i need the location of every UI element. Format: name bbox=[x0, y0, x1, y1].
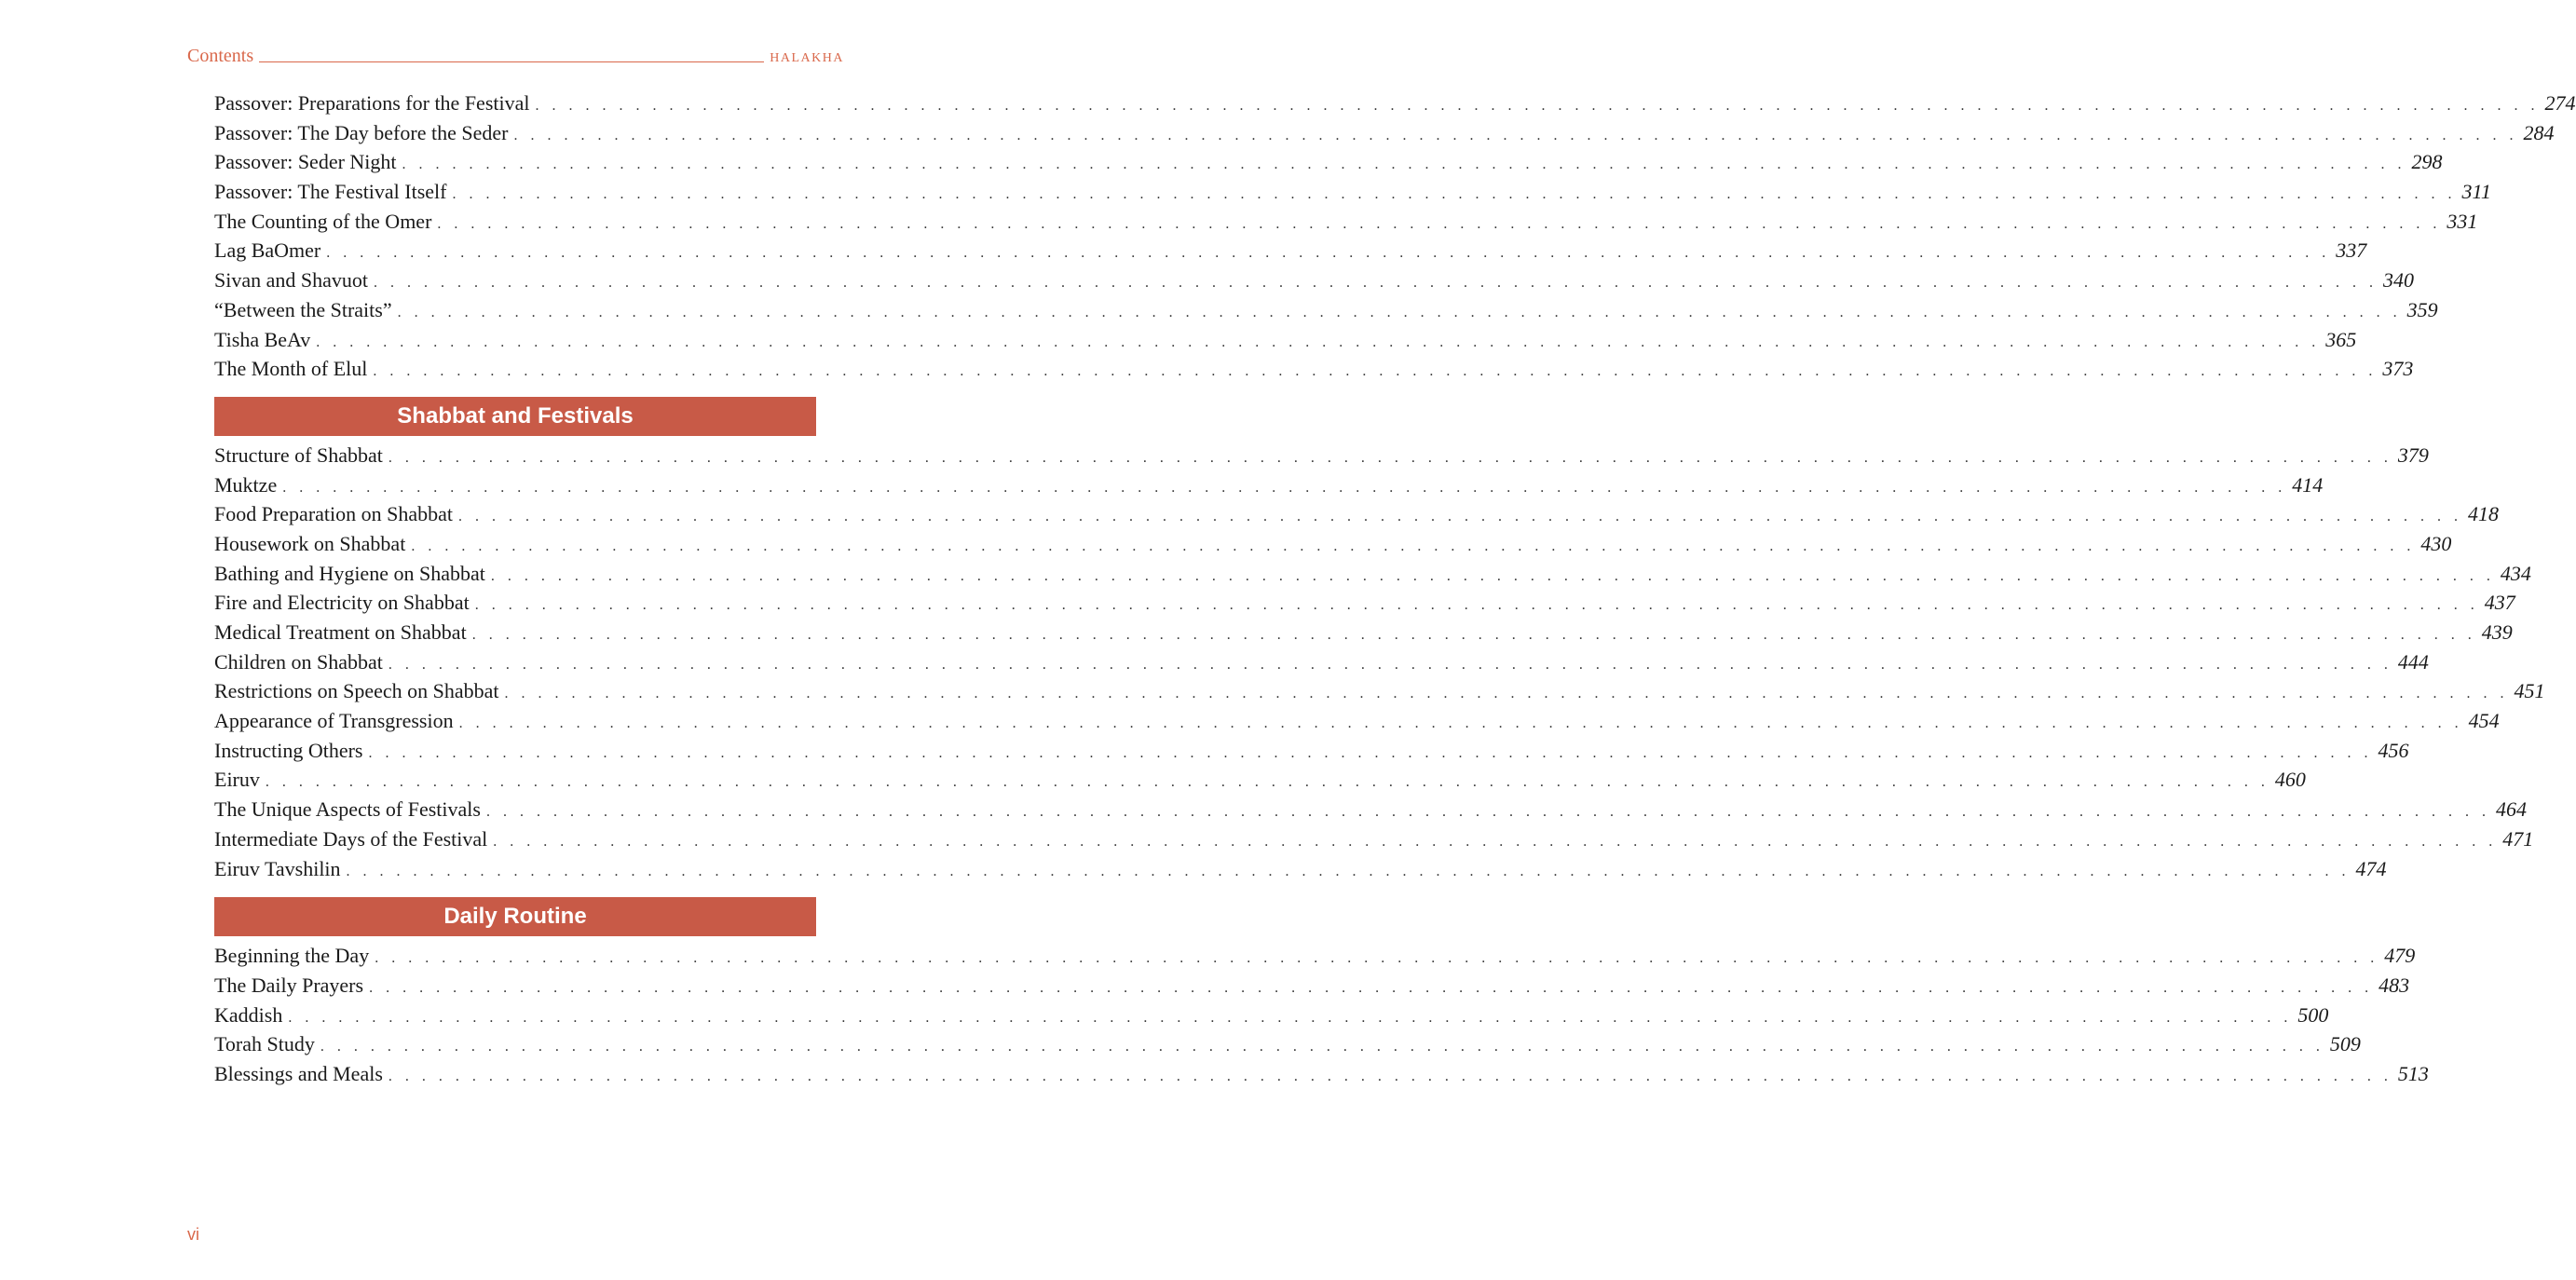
entry-title: Lag BaOmer bbox=[214, 238, 321, 263]
toc-entry[interactable] bbox=[214, 1032, 2361, 1062]
dot-leader: . . . . . . . . . . . . . . . . . . . . . . . . . . . . . . . . . . . . . . . . . . . . . . . . . . . . . . . . . . . . . . . . . . . . . . . . . . . . . . . . . . . . . . . . . . . . . . . . . . . . . . . . . . . . . . . . . . . . . . . . bbox=[316, 334, 2321, 350]
entry-page-number: 439 bbox=[2481, 620, 2513, 644]
entry-page-number: 456 bbox=[2378, 738, 2409, 762]
toc-entry[interactable] bbox=[214, 679, 2545, 709]
entry-title: The Month of Elul bbox=[214, 357, 368, 381]
toc-entry[interactable] bbox=[214, 768, 2306, 797]
entry-title: Torah Study bbox=[214, 1032, 315, 1056]
toc-entry[interactable] bbox=[214, 357, 2414, 387]
toc-entry[interactable] bbox=[214, 268, 2414, 298]
toc-entry[interactable] bbox=[214, 561, 2531, 592]
entry-page-number: 471 bbox=[2502, 826, 2534, 851]
entry-page-number: 414 bbox=[2292, 472, 2324, 497]
entry-page-number: 430 bbox=[2420, 531, 2452, 555]
toc-entry[interactable] bbox=[214, 180, 2491, 210]
toc-entry[interactable] bbox=[214, 709, 2500, 739]
dot-leader: . . . . . . . . . . . . . . . . . . . . . . . . . . . . . . . . . . . . . . . . . . . . . . . . . . . . . . . . . . . . . . . . . . . . . . . . . . . . . . . . . . . . . . . . . . . . . . . . . . . . . . . . . . . . . . . . . . . . . . . . bbox=[326, 245, 2331, 262]
dot-leader: . . . . . . . . . . . . . . . . . . . . . . . . . . . . . . . . . . . . . . . . . . . . . . . . . . . . . . . . . . . . . . . . . . . . . . . . . . . . . . . . . . . . . . . . . . . . . . . . . . . . . . . . . . . . . . . . . . . . . . . . bbox=[374, 275, 2378, 292]
entry-title: Beginning the Day bbox=[214, 944, 370, 968]
header-section-title: Contents bbox=[187, 46, 254, 66]
toc-entry[interactable] bbox=[214, 91, 2576, 121]
entry-page-number: 434 bbox=[2500, 561, 2531, 585]
entry-title: Restrictions on Speech on Shabbat bbox=[214, 679, 499, 703]
toc-entry[interactable] bbox=[214, 797, 2527, 827]
toc-entry[interactable] bbox=[214, 120, 2555, 151]
entry-page-number: 451 bbox=[2514, 679, 2545, 703]
toc-entry[interactable] bbox=[214, 443, 2429, 473]
entry-title: The Unique Aspects of Festivals bbox=[214, 797, 481, 822]
entry-title: Fire and Electricity on Shabbat bbox=[214, 591, 470, 615]
entry-page-number: 444 bbox=[2397, 649, 2429, 674]
entry-title: Kaddish bbox=[214, 1002, 283, 1027]
entry-title: “Between the Straits” bbox=[214, 297, 392, 321]
page-number: vi bbox=[187, 1225, 199, 1244]
dot-leader: . . . . . . . . . . . . . . . . . . . . . . . . . . . . . . . . . . . . . . . . . . . . . . . . . . . . . . . . . . . . . . . . . . . . . . . . . . . . . . . . . . . . . . . . . . . . . . . . . . . . . . . . . . . . . . . . . . . . . . . . bbox=[388, 1068, 2392, 1084]
entry-page-number: 418 bbox=[2468, 502, 2500, 526]
entry-page-number: 365 bbox=[2325, 327, 2357, 351]
toc-entry[interactable] bbox=[214, 238, 2367, 268]
dot-leader: . . . . . . . . . . . . . . . . . . . . . . . . . . . . . . . . . . . . . . . . . . . . . . . . . . . . . . . . . . . . . . . . . . . . . . . . . . . . . . . . . . . . . . . . . . . . . . . . . . . . . . . . . . . . . . . . . . . . . . . . bbox=[397, 304, 2402, 320]
entry-title: Passover: The Day before the Seder bbox=[214, 120, 509, 144]
entry-page-number: 483 bbox=[2378, 973, 2410, 997]
toc-entry[interactable] bbox=[214, 531, 2452, 562]
toc-entry[interactable] bbox=[214, 738, 2409, 769]
entry-page-number: 460 bbox=[2274, 768, 2306, 792]
toc-entry[interactable] bbox=[214, 1061, 2429, 1092]
entry-page-number: 298 bbox=[2411, 150, 2443, 174]
dot-leader: . . . . . . . . . . . . . . . . . . . . . . . . . . . . . . . . . . . . . . . . . . . . . . . . . . . . . . . . . . . . . . . . . . . . . . . . . . . . . . . . . . . . . . . . . . . . . . . . . . . . . . . . . . . . . . . . . . . . . . . . bbox=[288, 1009, 2293, 1026]
toc-entry[interactable] bbox=[214, 649, 2429, 680]
entry-title: Passover: Preparations for the Festival bbox=[214, 91, 530, 115]
toc-entry[interactable] bbox=[214, 973, 2410, 1003]
dot-leader: . . . . . . . . . . . . . . . . . . . . . . . . . . . . . . . . . . . . . . . . . . . . . . . . . . . . . . . . . . . . . . . . . . . . . . . . . . . . . . . . . . . . . . . . . . . . . . . . . . . . . . . . . . . . . . . . . . . . . . . . bbox=[265, 774, 2269, 791]
dot-leader: . . . . . . . . . . . . . . . . . . . . . . . . . . . . . . . . . . . . . . . . . . . . . . . . . . . . . . . . . . . . . . . . . . . . . . . . . . . . . . . . . . . . . . . . . . . . . . . . . . . . . . . . . . . . . . . . . . . . . . . . bbox=[504, 686, 2509, 702]
entry-page-number: 331 bbox=[2447, 209, 2478, 233]
toc-entry[interactable] bbox=[214, 150, 2443, 180]
entry-page-number: 359 bbox=[2406, 297, 2438, 321]
toc-entry[interactable] bbox=[214, 944, 2416, 974]
toc-entry[interactable] bbox=[214, 620, 2513, 650]
dot-leader: . . . . . . . . . . . . . . . . . . . . . . . . . . . . . . . . . . . . . . . . . . . . . . . . . . . . . . . . . . . . . . . . . . . . . . . . . . . . . . . . . . . . . . . . . . . . . . . . . . . . . . . . . . . . . . . . . . . . . . . . bbox=[388, 449, 2392, 466]
entry-page-number: 340 bbox=[2383, 268, 2414, 293]
dot-leader: . . . . . . . . . . . . . . . . . . . . . . . . . . . . . . . . . . . . . . . . . . . . . . . . . . . . . . . . . . . . . . . . . . . . . . . . . . . . . . . . . . . . . . . . . . . . . . . . . . . . . . . . . . . . . . . . . . . . . . . . bbox=[513, 127, 2518, 143]
dot-leader: . . . . . . . . . . . . . . . . . . . . . . . . . . . . . . . . . . . . . . . . . . . . . . . . . . . . . . . . . . . . . . . . . . . . . . . . . . . . . . . . . . . . . . . . . . . . . . . . . . . . . . . . . . . . . . . . . . . . . . . . bbox=[346, 863, 2351, 879]
section-heading: Daily Routine bbox=[214, 897, 816, 936]
dot-leader: . . . . . . . . . . . . . . . . . . . . . . . . . . . . . . . . . . . . . . . . . . . . . . . . . . . . . . . . . . . . . . . . . . . . . . . . . . . . . . . . . . . . . . . . . . . . . . . . . . . . . . . . . . . . . . . . . . . . . . . . bbox=[369, 979, 2374, 996]
entry-title: Muktze bbox=[214, 472, 278, 497]
dot-leader: . . . . . . . . . . . . . . . . . . . . . . . . . . . . . . . . . . . . . . . . . . . . . . . . . . . . . . . . . . . . . . . . . . . . . . . . . . . . . . . . . . . . . . . . . . . . . . . . . . . . . . . . . . . . . . . . . . . . . . . . bbox=[282, 479, 2287, 496]
entry-page-number: 509 bbox=[2329, 1032, 2361, 1056]
dot-leader: . . . . . . . . . . . . . . . . . . . . . . . . . . . . . . . . . . . . . . . . . . . . . . . . . . . . . . . . . . . . . . . . . . . . . . . . . . . . . . . . . . . . . . . . . . . . . . . . . . . . . . . . . . . . . . . . . . . . . . . . bbox=[485, 804, 2490, 821]
entry-title: Housework on Shabbat bbox=[214, 531, 406, 555]
entry-title: Food Preparation on Shabbat bbox=[214, 502, 454, 526]
toc-entry[interactable] bbox=[214, 591, 2515, 620]
dot-leader: . . . . . . . . . . . . . . . . . . . . . . . . . . . . . . . . . . . . . . . . . . . . . . . . . . . . . . . . . . . . . . . . . . . . . . . . . . . . . . . . . . . . . . . . . . . . . . . . . . . . . . . . . . . . . . . . . . . . . . . . bbox=[388, 656, 2392, 673]
entry-page-number: 513 bbox=[2397, 1061, 2429, 1085]
entry-page-number: 284 bbox=[2523, 120, 2555, 144]
entry-title: Appearance of Transgression bbox=[214, 709, 454, 733]
entry-title: The Counting of the Omer bbox=[214, 209, 432, 233]
dot-leader: . . . . . . . . . . . . . . . . . . . . . . . . . . . . . . . . . . . . . . . . . . . . . . . . . . . . . . . . . . . . . . . . . . . . . . . . . . . . . . . . . . . . . . . . . . . . . . . . . . . . . . . . . . . . . . . . . . . . . . . . bbox=[493, 833, 2498, 850]
entry-page-number: 274 bbox=[2544, 91, 2576, 115]
toc-entry[interactable] bbox=[214, 1002, 2329, 1033]
entry-title: Intermediate Days of the Festival bbox=[214, 826, 488, 851]
entry-title: Instructing Others bbox=[214, 738, 363, 762]
entry-title: Medical Treatment on Shabbat bbox=[214, 620, 467, 644]
dot-leader: . . . . . . . . . . . . . . . . . . . . . . . . . . . . . . . . . . . . . . . . . . . . . . . . . . . . . . . . . . . . . . . . . . . . . . . . . . . . . . . . . . . . . . . . . . . . . . . . . . . . . . . . . . . . . . . . . . . . . . . . bbox=[452, 186, 2457, 203]
entry-page-number: 337 bbox=[2336, 238, 2367, 263]
dot-leader: . . . . . . . . . . . . . . . . . . . . . . . . . . . . . . . . . . . . . . . . . . . . . . . . . . . . . . . . . . . . . . . . . . . . . . . . . . . . . . . . . . . . . . . . . . . . . . . . . . . . . . . . . . . . . . . . . . . . . . . . bbox=[375, 950, 2379, 967]
dot-leader: . . . . . . . . . . . . . . . . . . . . . . . . . . . . . . . . . . . . . . . . . . . . . . . . . . . . . . . . . . . . . . . . . . . . . . . . . . . . . . . . . . . . . . . . . . . . . . . . . . . . . . . . . . . . . . . . . . . . . . . . bbox=[411, 538, 2416, 554]
dot-leader: . . . . . . . . . . . . . . . . . . . . . . . . . . . . . . . . . . . . . . . . . . . . . . . . . . . . . . . . . . . . . . . . . . . . . . . . . . . . . . . . . . . . . . . . . . . . . . . . . . . . . . . . . . . . . . . . . . . . . . . . bbox=[437, 215, 2442, 232]
dot-leader: . . . . . . . . . . . . . . . . . . . . . . . . . . . . . . . . . . . . . . . . . . . . . . . . . . . . . . . . . . . . . . . . . . . . . . . . . . . . . . . . . . . . . . . . . . . . . . . . . . . . . . . . . . . . . . . . . . . . . . . . bbox=[402, 157, 2406, 173]
dot-leader: . . . . . . . . . . . . . . . . . . . . . . . . . . . . . . . . . . . . . . . . . . . . . . . . . . . . . . . . . . . . . . . . . . . . . . . . . . . . . . . . . . . . . . . . . . . . . . . . . . . . . . . . . . . . . . . . . . . . . . . . bbox=[474, 597, 2479, 614]
dot-leader: . . . . . . . . . . . . . . . . . . . . . . . . . . . . . . . . . . . . . . . . . . . . . . . . . . . . . . . . . . . . . . . . . . . . . . . . . . . . . . . . . . . . . . . . . . . . . . . . . . . . . . . . . . . . . . . . . . . . . . . . bbox=[535, 98, 2540, 114]
entry-title: Passover: The Festival Itself bbox=[214, 180, 447, 204]
dot-leader: . . . . . . . . . . . . . . . . . . . . . . . . . . . . . . . . . . . . . . . . . . . . . . . . . . . . . . . . . . . . . . . . . . . . . . . . . . . . . . . . . . . . . . . . . . . . . . . . . . . . . . . . . . . . . . . . . . . . . . . . bbox=[373, 363, 2378, 380]
toc-entry[interactable] bbox=[214, 856, 2387, 887]
toc-entry[interactable] bbox=[214, 209, 2478, 239]
dot-leader: . . . . . . . . . . . . . . . . . . . . . . . . . . . . . . . . . . . . . . . . . . . . . . . . . . . . . . . . . . . . . . . . . . . . . . . . . . . . . . . . . . . . . . . . . . . . . . . . . . . . . . . . . . . . . . . . . . . . . . . . bbox=[471, 627, 2476, 643]
header-book-title: HALAKHA bbox=[770, 51, 844, 65]
entry-title: Blessings and Meals bbox=[214, 1061, 383, 1085]
entry-page-number: 373 bbox=[2382, 357, 2414, 381]
dot-leader: . . . . . . . . . . . . . . . . . . . . . . . . . . . . . . . . . . . . . . . . . . . . . . . . . . . . . . . . . . . . . . . . . . . . . . . . . . . . . . . . . . . . . . . . . . . . . . . . . . . . . . . . . . . . . . . . . . . . . . . . bbox=[368, 744, 2373, 761]
header-rule bbox=[259, 61, 764, 62]
entry-page-number: 474 bbox=[2355, 856, 2387, 880]
dot-leader: . . . . . . . . . . . . . . . . . . . . . . . . . . . . . . . . . . . . . . . . . . . . . . . . . . . . . . . . . . . . . . . . . . . . . . . . . . . . . . . . . . . . . . . . . . . . . . . . . . . . . . . . . . . . . . . . . . . . . . . . bbox=[458, 715, 2463, 732]
entry-title: Structure of Shabbat bbox=[214, 443, 383, 467]
entry-page-number: 437 bbox=[2484, 591, 2515, 615]
toc-entry[interactable] bbox=[214, 502, 2500, 532]
dot-leader: . . . . . . . . . . . . . . . . . . . . . . . . . . . . . . . . . . . . . . . . . . . . . . . . . . . . . . . . . . . . . . . . . . . . . . . . . . . . . . . . . . . . . . . . . . . . . . . . . . . . . . . . . . . . . . . . . . . . . . . . bbox=[490, 567, 2495, 584]
entry-page-number: 311 bbox=[2461, 180, 2491, 204]
entry-title: Sivan and Shavuot bbox=[214, 268, 368, 293]
running-header bbox=[187, 43, 844, 65]
entry-page-number: 479 bbox=[2384, 944, 2416, 968]
table-of-contents bbox=[214, 91, 2576, 1092]
toc-entry[interactable] bbox=[214, 826, 2534, 857]
entry-title: Eiruv bbox=[214, 768, 260, 792]
toc-entry[interactable] bbox=[214, 327, 2357, 358]
entry-page-number: 500 bbox=[2297, 1002, 2329, 1027]
entry-page-number: 454 bbox=[2468, 709, 2500, 733]
entry-title: Tisha BeAv bbox=[214, 327, 311, 351]
entry-page-number: 464 bbox=[2495, 797, 2527, 822]
entry-title: Bathing and Hygiene on Shabbat bbox=[214, 561, 485, 585]
dot-leader: . . . . . . . . . . . . . . . . . . . . . . . . . . . . . . . . . . . . . . . . . . . . . . . . . . . . . . . . . . . . . . . . . . . . . . . . . . . . . . . . . . . . . . . . . . . . . . . . . . . . . . . . . . . . . . . . . . . . . . . . bbox=[320, 1039, 2324, 1055]
section-heading: Shabbat and Festivals bbox=[214, 397, 816, 436]
entry-title: Passover: Seder Night bbox=[214, 150, 397, 174]
entry-title: Eiruv Tavshilin bbox=[214, 856, 341, 880]
toc-entry[interactable] bbox=[214, 472, 2324, 503]
entry-title: The Daily Prayers bbox=[214, 973, 364, 997]
toc-entry[interactable] bbox=[214, 297, 2438, 328]
entry-title: Children on Shabbat bbox=[214, 649, 383, 674]
entry-page-number: 379 bbox=[2397, 443, 2429, 467]
dot-leader: . . . . . . . . . . . . . . . . . . . . . . . . . . . . . . . . . . . . . . . . . . . . . . . . . . . . . . . . . . . . . . . . . . . . . . . . . . . . . . . . . . . . . . . . . . . . . . . . . . . . . . . . . . . . . . . . . . . . . . . . bbox=[458, 509, 2463, 525]
